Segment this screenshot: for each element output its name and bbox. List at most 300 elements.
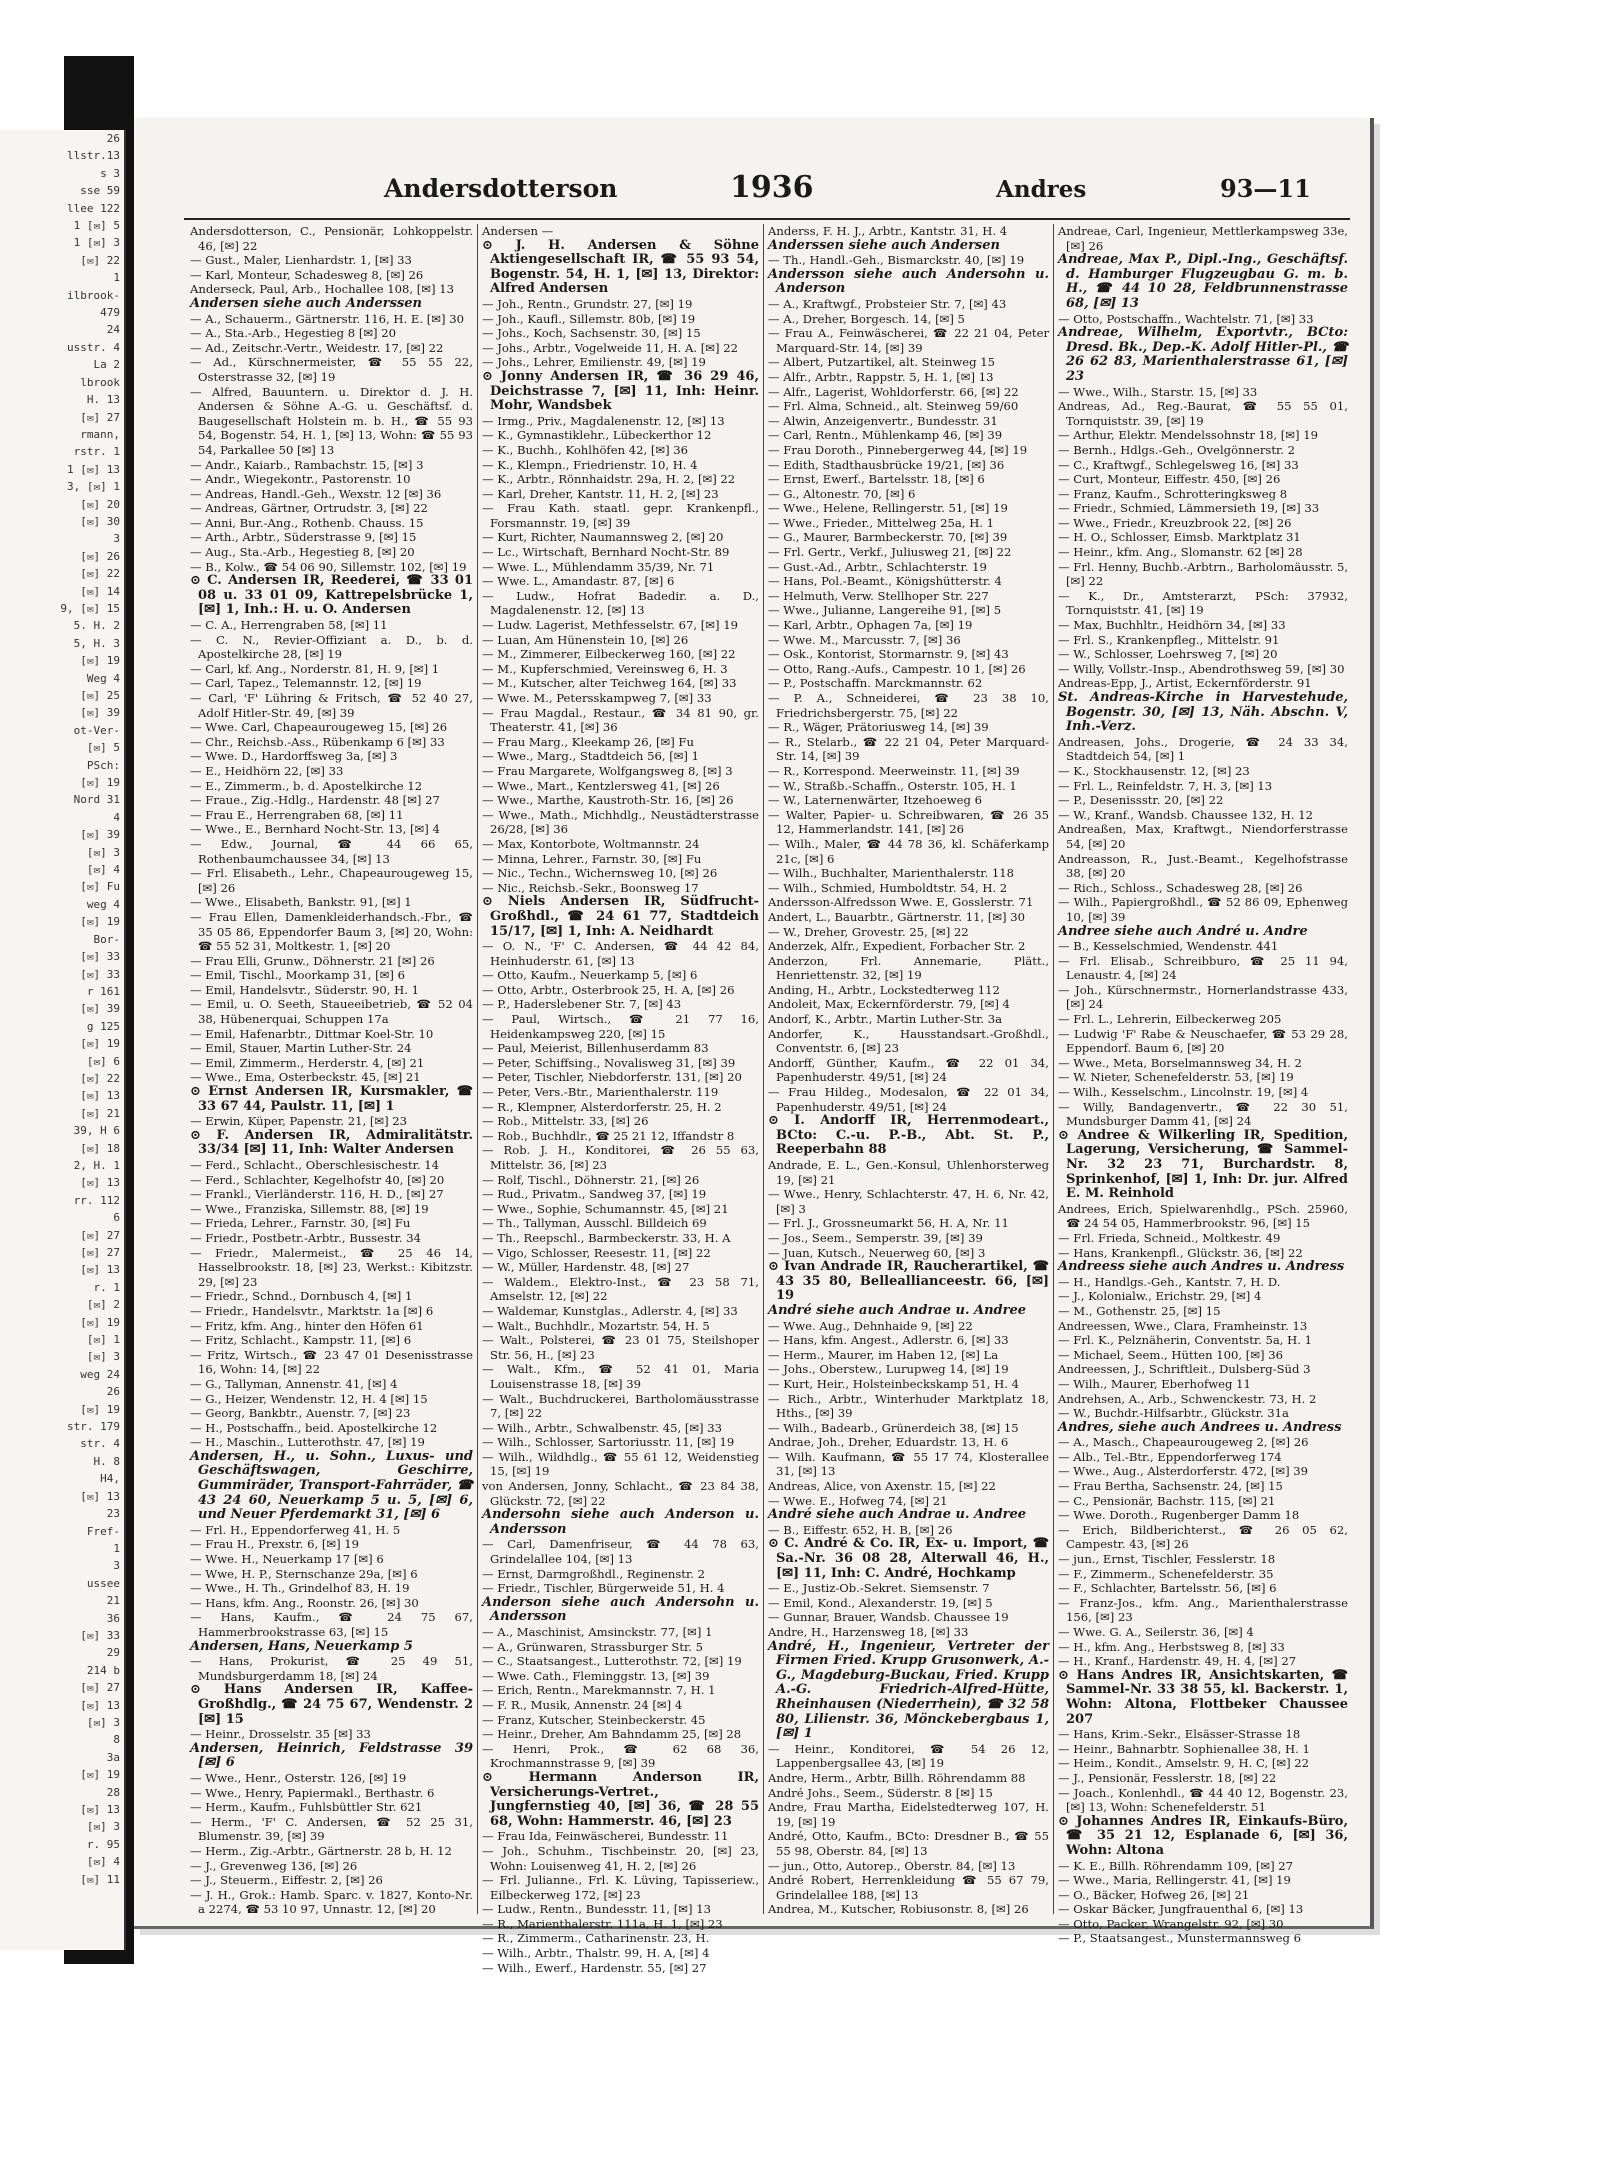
directory-entry: — Emil, Zimmerm., Herderstr. 4, [✉] 21 — [190, 1055, 425, 1070]
previous-page-line: [✉] 27 — [80, 1681, 120, 1695]
directory-entry: — Wwe. H., Neuerkamp 17 [✉] 6 — [190, 1552, 384, 1567]
directory-entry: — Friedr., Malermeist., ☎ 25 46 14, Hasselbrookstr. 18, [✉] 23, Werkst.: Kibitzstr. 29, [✉] 23 — [190, 1245, 473, 1289]
directory-entry: — Irmg., Priv., Magdalenenstr. 12, [✉] 13 — [482, 413, 725, 428]
previous-page-line: 4 — [113, 810, 120, 824]
directory-entry: — Jos., Seem., Semperstr. 39, [✉] 39 — [768, 1230, 983, 1245]
directory-entry: — Wilh., Schlosser, Sartoriusstr. 11, [✉] 19 — [482, 1435, 735, 1450]
previous-page-line: 3, [✉] 1 — [67, 480, 120, 494]
directory-entry: — Wwe. M., Petersskampweg 7, [✉] 33 — [482, 691, 712, 705]
directory-entry: — Rob. J. H., Konditorei, ☎ 26 55 63, Mittelstr. 36, [✉] 23 — [482, 1143, 759, 1172]
directory-entry: — Peter, Schiffsing., Novalisweg 31, [✉] 39 — [482, 1055, 736, 1070]
directory-entry: — Andreas, Gärtner, Ortrudstr. 3, [✉] 22 — [190, 501, 428, 516]
directory-entry: — Frau H., Prexstr. 6, [✉] 19 — [190, 1537, 360, 1552]
directory-entry: Anderzon, Frl. Annemarie, Plätt., Henriettenstr. 32, [✉] 19 — [768, 953, 1049, 983]
directory-entry: — Emil, Tischl., Moorkamp 31, [✉] 6 — [190, 968, 405, 983]
directory-entry: André, H., Ingenieur, Vertreter der Firmen Fried. Krupp Grusonwerk, A.-G., Magdeburg-Buckau, Fried. Krupp A.-G. Friedrich-Alfred-Hütte, Rheinhausen (Niederrhein), ☎ 32 58 80, Lilienstr. 36, Mönckebergbaus 1, [✉] 1 — [768, 1638, 1049, 1742]
directory-entry: Andrae, Joh., Dreher, Eduardstr. 13, H. 6 — [768, 1435, 1009, 1450]
directory-entry: — Otto, Rang.-Aufs., Campestr. 10 1, [✉] 26 — [768, 661, 1026, 676]
directory-entry: — J. H., Grok.: Hamb. Sparc. v. 1827, Konto-Nr. a 2274, ☎ 53 10 97, Unnastr. 12, [✉] 20 — [190, 1887, 473, 1917]
previous-page-line: [✉] 3 — [86, 1820, 120, 1834]
directory-entry: — Wwe., Henr., Osterstr. 126, [✉] 19 — [190, 1770, 407, 1785]
directory-entry: — R., Stelarb., ☎ 22 21 04, Peter Marquard-Str. 14, [✉] 39 — [768, 734, 1049, 764]
directory-entry: — Wwe. D., Hardorffsweg 3a, [✉] 3 — [190, 749, 398, 764]
directory-entry: — Frl. H., Eppendorferweg 41, H. 5 — [190, 1522, 401, 1537]
directory-entry: — Max, Buchhltr., Heidhörn 34, [✉] 33 — [1058, 618, 1286, 633]
directory-entry: — Wwe., Mart., Kentzlersweg 41, [✉] 26 — [482, 778, 720, 793]
directory-entry: ⊙ Ernst Andersen IR, Kursmakler, ☎ 33 67 44, Paulstr. 11, [✉] 1 — [190, 1084, 473, 1114]
directory-entry: ⊙ J. H. Andersen & Söhne Aktiengesellschaft IR, ☎ 55 93 54, Bogenstr. 54, H. 1, [✉] 13, Direktor: Alfred Andersen — [482, 237, 759, 297]
previous-page-line: r. 95 — [86, 1837, 120, 1851]
directory-entry: — Frau Ida, Feinwäscherei, Bundesstr. 11 — [482, 1829, 729, 1844]
directory-entry: — Peter, Vers.-Btr., Marienthalerstr. 119 — [482, 1085, 719, 1100]
previous-page-line: La 2 — [93, 358, 120, 372]
previous-page-line: [✉] 33 — [80, 1628, 120, 1642]
directory-entry: — Kurt, Richter, Naumannsweg 2, [✉] 20 — [482, 530, 724, 545]
directory-entry: — O. N., 'F' C. Andersen, ☎ 44 42 84, Heinhuderstr. 61, [✉] 13 — [482, 939, 759, 968]
previous-page-line: [✉] 6 — [86, 1054, 120, 1068]
previous-page-line: [✉] 27 — [80, 410, 120, 424]
previous-page-line: H. 8 — [93, 1454, 120, 1468]
directory-entry: — Friedr., Handelsvtr., Marktstr. 1a [✉] 6 — [190, 1303, 434, 1318]
directory-entry: Andree siehe auch André u. Andre — [1058, 923, 1308, 939]
previous-page-line: [✉] 33 — [80, 950, 120, 964]
directory-entry: — R., Wäger, Prätoriusweg 14, [✉] 39 — [768, 720, 989, 735]
directory-entry: Andersohn siehe auch Anderson u. Andersson — [482, 1507, 759, 1537]
directory-entry: Andrehsen, A., Arb., Schwenckestr. 73, H. 2 — [1058, 1391, 1317, 1406]
directory-entry: — J., Steuerm., Eiffestr. 2, [✉] 26 — [190, 1873, 383, 1888]
previous-page-line: 5. H. 2 — [73, 619, 120, 633]
directory-entry: — J., Kolonialw., Erichstr. 29, [✉] 4 — [1058, 1289, 1262, 1304]
previous-page-line: [✉] 19 — [80, 1768, 120, 1782]
directory-entry: — Heim., Kondit., Amselstr. 9, H. C, [✉] 22 — [1058, 1756, 1310, 1771]
previous-page-line: r. 1 — [93, 1280, 120, 1294]
directory-entry: — Frau Bertha, Sachsenstr. 24, [✉] 15 — [1058, 1479, 1283, 1494]
directory-entry: — Wwe., Elisabeth, Bankstr. 91, [✉] 1 — [190, 895, 412, 910]
previous-page-line: 1 — [113, 1541, 120, 1555]
directory-entry: — K., Klempn., Friedrienstr. 10, H. 4 — [482, 457, 698, 472]
directory-entry: — P., Desenissstr. 20, [✉] 22 — [1058, 793, 1224, 808]
directory-entry: — Heinr., Dreher, Am Bahndamm 25, [✉] 28 — [482, 1727, 742, 1742]
directory-entry: — Michael, Seem., Hütten 100, [✉] 36 — [1058, 1347, 1283, 1362]
directory-entry: — R., Zimmerm., Catharinenstr. 23, H. — [482, 1931, 710, 1946]
previous-page-line: 3 — [113, 532, 120, 546]
previous-page-line: [✉] 3 — [86, 845, 120, 859]
directory-entry: — Wwe., Sophie, Schumannstr. 45, [✉] 21 — [482, 1201, 729, 1216]
directory-entry: — Wwe. Cath., Fleminggstr. 13, [✉] 39 — [482, 1668, 710, 1683]
directory-entry: — P. A., Schneiderei, ☎ 23 38 10, Friedrichsbergerstr. 75, [✉] 22 — [768, 691, 1049, 720]
directory-entry: — Wilh., Maler, ☎ 44 78 36, kl. Schäferkamp 21c, [✉] 6 — [768, 836, 1049, 866]
previous-page-line: 8 — [113, 1733, 120, 1747]
directory-entry: — Wwe., Wilh., Starstr. 15, [✉] 33 — [1058, 384, 1258, 399]
directory-entry: — Frl. Elisab., Schreibburo, ☎ 25 11 94, Lenaustr. 4, [✉] 24 — [1058, 953, 1348, 983]
directory-entry: Andre, Herm., Arbtr, Billh. Röhrendamm 88 — [768, 1770, 1026, 1785]
previous-page-line: [✉] 22 — [80, 253, 120, 267]
directory-entry: — Emil, Stauer, Martin Luther-Str. 24 — [190, 1041, 412, 1056]
directory-entry: — Georg, Bankbtr., Auenstr. 7, [✉] 23 — [190, 1406, 411, 1421]
directory-entry: — Vigo, Schlosser, Reesestr. 11, [✉] 22 — [482, 1245, 711, 1260]
directory-entry: — Frau Magdal., Restaur., ☎ 34 81 90, gr. Theaterstr. 41, [✉] 36 — [482, 705, 759, 735]
directory-entry: ⊙ Hermann Anderson IR, Versicherungs-Vertret., Jungfernstieg 40, [✉] 36, ☎ 28 55 68, Wohn: Hammerstr. 46, [✉] 23 — [482, 1769, 759, 1829]
previous-page-line: 1 [✉] 5 — [73, 219, 120, 233]
directory-entry: — P., Staatsangest., Munstermannsweg 6 — [1058, 1931, 1302, 1946]
directory-entry: — Heinr., Konditorei, ☎ 54 26 12, Lappenbergsallee 43, [✉] 19 — [768, 1741, 1049, 1771]
directory-entry: — Kurt, Heir., Holsteinbeckskamp 51, H. 4 — [768, 1376, 1019, 1391]
directory-entry: Andre, Frau Martha, Eidelstedterweg 107, H. 19, [✉] 19 — [768, 1800, 1049, 1829]
directory-entry: — Joh., Kürschnermstr., Hornerlandstrasse 433, [✉] 24 — [1058, 982, 1348, 1012]
directory-entry: — Nic., Techn., Wichernsweg 10, [✉] 26 — [482, 866, 718, 881]
previous-page-line: [✉] 1 — [86, 1333, 120, 1347]
directory-entry: Andre, H., Harzensweg 18, [✉] 33 — [768, 1625, 969, 1639]
directory-entry: — Herm., Kaufm., Fuhlsbüttler Str. 621 — [190, 1800, 423, 1815]
directory-entry: Andrea, M., Kutscher, Robiusonstr. 8, [✉] 26 — [768, 1902, 1029, 1917]
column-3 — [764, 224, 1054, 1917]
previous-page-line: [✉] 27 — [80, 1246, 120, 1259]
directory-entry: — Joh., Schuhm., Tischbeinstr. 20, [✉] 23, Wohn: Louisenweg 41, H. 2, [✉] 26 — [482, 1843, 759, 1873]
directory-entry: — Fritz, Schlacht., Kampstr. 11, [✉] 6 — [190, 1333, 412, 1348]
directory-entry: — Edith, Stadthausbrücke 19/21, [✉] 36 — [768, 457, 1005, 472]
directory-entry: Andert, L., Bauarbtr., Gärtnerstr. 11, [✉] 30 — [768, 909, 1026, 924]
directory-entry: — J., Grevenweg 136, [✉] 26 — [190, 1858, 358, 1873]
directory-entry: — Ferd., Schlacht., Oberschlesischestr. 14 — [190, 1158, 440, 1172]
previous-page-line: [✉] 39 — [80, 1002, 120, 1016]
directory-entry: André, Otto, Kaufm., BCto: Dresdner B., ☎ 55 55 98, Oberstr. 84, [✉] 13 — [768, 1829, 1049, 1858]
previous-page-line: [✉] 4 — [86, 1855, 120, 1869]
directory-entry: — Wwe., Math., Michhdlg., Neustädterstrasse 26/28, [✉] 36 — [482, 807, 759, 837]
previous-page-line: 28 — [106, 1785, 120, 1799]
directory-entry: — Wwe. Aug., Dehnhaide 9, [✉] 22 — [768, 1318, 973, 1333]
directory-entry: — Emil, Handelsvtr., Süderstr. 90, H. 1 — [190, 982, 419, 997]
directory-entry: ⊙ Johannes Andres IR, Einkaufs-Büro, ☎ 35 21 12, Esplanade 6, [✉] 36, Wohn: Altona — [1058, 1813, 1348, 1858]
previous-page-line: [✉] 19 — [80, 1402, 120, 1416]
directory-entry: — Frau Kath. staatl. gepr. Krankenpfl., Forsmannstr. 19, [✉] 39 — [482, 501, 759, 530]
directory-entry: — Johs., Lehrer, Emilienstr. 49, [✉] 19 — [482, 355, 706, 370]
directory-entry: — Otto, Kaufm., Neuerkamp 5, [✉] 6 — [482, 968, 698, 983]
directory-entry: — Hans, kfm. Ang., Roonstr. 26, [✉] 30 — [190, 1595, 419, 1610]
previous-page-line: [✉] 13 — [80, 1803, 120, 1816]
directory-entry: — Bernh., Hdlgs.-Geh., Ovelgönnerstr. 2 — [1058, 442, 1296, 457]
directory-entry: — Rich., Schloss., Schadesweg 28, [✉] 26 — [1058, 880, 1303, 895]
previous-page-line: [✉] 13 — [80, 1489, 120, 1503]
directory-entry: — Wilh., Badearb., Grünerdeich 38, [✉] 15 — [768, 1420, 1019, 1435]
directory-entry: von Andersen, Jonny, Schlacht., ☎ 23 84 38, Glückstr. 72, [✉] 22 — [482, 1479, 759, 1508]
previous-page-line: s 3 — [100, 166, 120, 180]
directory-entry: — H. O., Schlosser, Eimsb. Marktplatz 31 — [1058, 530, 1301, 545]
previous-page-line: 26 — [106, 132, 120, 145]
directory-entry: — Herm., Maurer, im Haben 12, [✉] La — [768, 1347, 999, 1362]
directory-entry: Andreessen, J., Schriftleit., Dulsberg-Süd 3 — [1058, 1362, 1311, 1377]
previous-page-line: str. 4 — [80, 1437, 120, 1451]
previous-page-line: 214 b — [86, 1663, 120, 1677]
directory-entry: — R., Marienthalerstr. 111a, H. 1, [✉] 23 — [482, 1916, 723, 1931]
directory-entry: — Ernst, Darmgroßhdl., Reginenstr. 2 — [482, 1566, 705, 1581]
directory-entry: — Wwe., Helene, Rellingerstr. 51, [✉] 19 — [768, 501, 1008, 516]
directory-entry: — Walt., Kfm., ☎ 52 41 01, Maria Louisenstrasse 18, [✉] 39 — [482, 1362, 759, 1391]
previous-page-line: 36 — [106, 1611, 120, 1625]
directory-entry: Andreae, Wilhelm, Exportvtr., BCto: Dresd. Bk., Dep.-K. Adolf Hitler-Pl., ☎ 26 62 83, Marienthalerstrasse 61, [✉] 23 — [1058, 325, 1348, 384]
directory-entry: ⊙ Niels Andersen IR, Südfrucht-Großhdl., ☎ 24 61 77, Stadtdeich 15/17, [✉] 1, Inh: A. Neidhardt — [482, 894, 759, 939]
directory-entry: — H., kfm. Ang., Herbstsweg 8, [✉] 33 — [1058, 1639, 1285, 1654]
previous-page-line: 479 — [100, 306, 120, 320]
previous-page-line: weg 24 — [80, 1367, 120, 1381]
previous-page-line: [✉] 22 — [80, 567, 120, 581]
previous-page-line: 6 — [113, 1211, 120, 1225]
directory-entry: — Friedr., Schmied, Lämmersieth 19, [✉] 33 — [1058, 501, 1320, 516]
directory-entry: — Wilh., Kesselschm., Lincolnstr. 19, [✉] 4 — [1058, 1085, 1309, 1100]
directory-entry: — E., Zimmerm., b. d. Apostelkirche 12 — [190, 778, 423, 793]
directory-entry: — Edw., Journal, ☎ 44 66 65, Rothenbaumchaussee 34, [✉] 13 — [190, 836, 473, 866]
previous-page-line: [✉] 27 — [80, 1228, 120, 1242]
directory-entry: Andorff, Günther, Kaufm., ☎ 22 01 34, Papenhuderstr. 49/51, [✉] 24 — [768, 1055, 1049, 1085]
directory-entry: — Otto, Arbtr., Osterbrook 25, H. A, [✉] 26 — [482, 982, 735, 997]
directory-entry: — K., Stockhausenstr. 12, [✉] 23 — [1058, 763, 1250, 778]
column-1 — [186, 224, 478, 1917]
directory-entry: — R., Klempner, Alsterdorferstr. 25, H. 2 — [482, 1099, 722, 1114]
directory-entry: — Ludwig 'F' Rabe & Neuschaefer, ☎ 53 29 28, Eppendorf. Baum 6, [✉] 20 — [1058, 1026, 1348, 1056]
directory-entry: ⊙ I. Andorff IR, Herrenmodeart., BCto: C.-u. P.-B., Abt. St. P., Reeperbahn 88 — [768, 1113, 1049, 1158]
directory-entry: — Luan, Am Hünenstein 10, [✉] 26 — [482, 632, 689, 647]
directory-entry: — Frl. Elisabeth., Lehr., Chapeaurougeweg 15, [✉] 26 — [190, 866, 473, 895]
directory-entry: — Andr., Wiegekontr., Pastorenstr. 10 — [190, 472, 411, 487]
directory-entry: Anderzek, Alfr., Expedient, Forbacher Str. 2 — [768, 939, 1026, 954]
previous-page-line: rmann, — [80, 427, 120, 441]
directory-entry: — Wilh., Ewerf., Hardenstr. 55, [✉] 27 — [482, 1960, 707, 1975]
directory-entry: — Wwe. E., Hofweg 74, [✉] 21 — [768, 1493, 948, 1508]
directory-entry: — F. R., Musik, Annenstr. 24 [✉] 4 — [482, 1697, 683, 1712]
directory-entry: — Wwe., Julianne, Langereihe 91, [✉] 5 — [768, 603, 1002, 618]
directory-entry: — Wwe., Frieder., Mittelweg 25a, H. 1 — [768, 515, 995, 530]
directory-entry: — Hans, Kaufm., ☎ 24 75 67, Hammerbrookstrasse 63, [✉] 15 — [190, 1610, 473, 1639]
directory-entry: — W. Nieter, Schenefelderstr. 53, [✉] 19 — [1058, 1070, 1294, 1085]
previous-page-line: 39, H 6 — [73, 1124, 120, 1138]
directory-entry: — Johs., Arbtr., Vogelweide 11, H. A. [✉] 22 — [482, 340, 738, 355]
directory-entry: — Walt., Buchhdlr., Mozartstr. 54, H. 5 — [482, 1318, 710, 1333]
directory-entry: Andoleit, Max, Eckernförderstr. 79, [✉] 4 — [768, 997, 1010, 1012]
directory-entry: — R., Korrespond. Meerweinstr. 11, [✉] 39 — [768, 763, 1020, 778]
directory-entry: — Frau E., Herrengraben 68, [✉] 11 — [190, 807, 404, 822]
directory-entry: — Anni, Bur.-Ang., Rothenb. Chauss. 15 — [190, 515, 424, 530]
directory-entry: — Wwe., Friedr., Kreuzbrook 22, [✉] 26 — [1058, 515, 1292, 530]
directory-entry: — Hans, Krim.-Sekr., Elsässer-Strasse 18 — [1058, 1727, 1301, 1742]
directory-entry: — Johs., Oberstew., Lurupweg 14, [✉] 19 — [768, 1362, 1009, 1377]
directory-entry: André Johs., Seem., Süderstr. 8 [✉] 15 — [768, 1785, 993, 1800]
directory-entry: — W., Dreher, Grovestr. 25, [✉] 22 — [768, 924, 969, 939]
directory-entry: — Wwe., E., Bernhard Nocht-Str. 13, [✉] 4 — [190, 822, 440, 837]
directory-entry: — W., Müller, Hardenstr. 48, [✉] 27 — [482, 1260, 690, 1275]
previous-page-line: H. 13 — [86, 393, 120, 407]
directory-entry: — Wwe., Meta, Borselmannsweg 34, H. 2 — [1058, 1055, 1302, 1070]
previous-page-line: weg 4 — [86, 897, 120, 911]
directory-entry: — A., Kraftwgf., Probsteier Str. 7, [✉] 43 — [768, 296, 1007, 311]
directory-entry: ⊙ Ivan Andrade IR, Raucherartikel, ☎ 43 35 80, Belleallianceestr. 66, [✉] 19 — [768, 1259, 1049, 1304]
directory-entry: Andreessen, Wwe., Clara, Framheinstr. 13 — [1058, 1318, 1308, 1333]
previous-page-line: sse 59 — [80, 184, 120, 198]
directory-entry: — K., Dr., Amtsterarzt, PSch: 37932, Tornquiststr. 41, [✉] 19 — [1058, 588, 1348, 618]
directory-entry: ⊙ Andree & Wilkerling IR, Spedition, Lagerung, Versicherung, ☎ Sammel-Nr. 32 23 71, Burchardstr. 8, Sprinkenhof, [✉] 1, Inh: Dr. jur. Alfred E. M. Reinhold — [1058, 1127, 1348, 1202]
directory-entry: — W., Straßb.-Schaffn., Osterstr. 105, H. 1 — [768, 778, 1017, 793]
previous-page-line: 1 [✉] 3 — [73, 236, 120, 250]
directory-entry: — Gust., Maler, Lienhardstr. 1, [✉] 33 — [190, 253, 412, 268]
previous-page-line: 24 — [106, 323, 120, 337]
directory-entry: — Emil, Hafenarbtr., Dittmar Koel-Str. 10 — [190, 1026, 434, 1041]
directory-entry: — Th., Reepschl., Barmbeckerstr. 33, H. A — [482, 1230, 731, 1245]
directory-entry: — Wwe. Doroth., Rugenberger Damm 18 — [1058, 1508, 1300, 1523]
directory-entry: — Herm., 'F' C. Andersen, ☎ 52 25 31, Blumenstr. 39, [✉] 39 — [190, 1814, 473, 1844]
directory-entry: — Frieda, Lehrer., Farnstr. 30, [✉] Fu — [190, 1216, 411, 1231]
directory-entry: Andersen — — [482, 224, 554, 238]
directory-entry: — K., Buchh., Kohlhöfen 42, [✉] 36 — [482, 442, 689, 457]
directory-entry: — Rob., Buchhdlr., ☎ 25 21 12, Iffandstr 8 — [482, 1128, 735, 1143]
previous-page-line: rstr. 1 — [73, 445, 120, 459]
directory-entry: — Peter, Tischler, Niebdorferstr. 131, [✉] 20 — [482, 1070, 742, 1085]
directory-entry: Andrees, Erich, Spielwarenhdlg., PSch. 25960, ☎ 24 54 05, Hammerbrookstr. 96, [✉] 15 — [1058, 1201, 1348, 1231]
directory-entry: — Karl, Arbtr., Ophagen 7a, [✉] 19 — [768, 618, 973, 633]
directory-entry: — Waldemar, Kunstglas., Adlerstr. 4, [✉] 33 — [482, 1303, 738, 1318]
directory-entry: — Emil, u. O. Seeth, Staueeibetrieb, ☎ 52 04 38, Hübenerquai, Schuppen 17a — [190, 997, 473, 1027]
directory-entry: — Wwe. L., Mühlendamm 35/39, Nr. 71 — [482, 559, 715, 574]
directory-entry: — E., Heidhörn 22, [✉] 33 — [190, 763, 344, 778]
directory-entry: — Wwe., Henry, Papiermakl., Berthastr. 6 — [190, 1785, 435, 1800]
directory-entry: ⊙ F. Andersen IR, Admiralitätstr. 33/34 [✉] 11, Inh: Walter Andersen — [190, 1127, 473, 1158]
directory-entry: Andres, siehe auch Andrees u. Andress — [1058, 1419, 1342, 1435]
previous-page-line: H4, — [100, 1472, 120, 1486]
previous-page-line: [✉] 13 — [80, 1698, 120, 1712]
previous-page-line: [✉] 19 — [80, 915, 120, 929]
previous-page-line: usstr. 4 — [67, 340, 120, 354]
directory-entry: St. Andreas-Kirche in Harvestehude, Bogenstr. 30, [✉] 13, Näh. Abschn. V, Inh.-Verz. — [1058, 690, 1348, 735]
previous-page-line: Weg 4 — [86, 671, 120, 685]
directory-entry: — Wwe., H. Th., Grindelhof 83, H. 19 — [190, 1581, 410, 1596]
directory-entry: — Heinr., Bahnarbtr. Sophienallee 38, H. 1 — [1058, 1741, 1310, 1756]
directory-columns — [186, 224, 1352, 1975]
directory-entry: — Fritz, kfm. Ang., hinter den Höfen 61 — [190, 1318, 424, 1333]
directory-entry: ⊙ Jonny Andersen IR, ☎ 36 29 46, Deichstrasse 7, [✉] 11, Inh: Heinr. Mohr, Wandsbek — [482, 368, 759, 414]
directory-entry: André siehe auch Andrae u. Andree — [768, 1507, 1027, 1523]
directory-entry: — Frl. S., Krankenpfleg., Mittelstr. 91 — [1058, 632, 1280, 647]
directory-entry: — Willy, Vollstr.-Insp., Abendrothsweg 59, [✉] 30 — [1058, 661, 1345, 676]
directory-entry: — Walt., Polsterei, ☎ 23 01 75, Steilshoper Str. 56, H., [✉] 23 — [482, 1333, 759, 1362]
directory-entry: — Carl, 'F' Lühring & Fritsch, ☎ 52 40 27, Adolf Hitler-Str. 49, [✉] 39 — [190, 691, 473, 720]
directory-entry: — Th., Tallyman, Ausschl. Billdeich 69 — [482, 1216, 707, 1231]
directory-entry: Andersen, Heinrich, Feldstrasse 39 [✉] 6 — [190, 1740, 473, 1771]
previous-page-line: 23 — [106, 1507, 120, 1521]
directory-entry: — Wwe. L., Amandastr. 87, [✉] 6 — [482, 574, 675, 589]
directory-entry: — Ludw. Lagerist, Methfesselstr. 67, [✉] 19 — [482, 618, 738, 633]
directory-entry: — F., Schlachter, Bartelsstr. 56, [✉] 6 — [1058, 1581, 1277, 1596]
directory-entry: Andersen, H., u. Sohn., Luxus- und Geschäftswagen, Geschirre, Gummiräder, Transport-Fahrräder, ☎ 43 24 60, Neuerkamp 5 u. 5, [✉] 6, und Neuer Pferdemarkt 31, [✉] 6 — [190, 1448, 473, 1523]
previous-page-line: [✉] 19 — [80, 1315, 120, 1329]
directory-entry: Andersen, Hans, Neuerkamp 5 — [190, 1638, 413, 1654]
directory-entry: — M., Zimmerer, Eilbeckerweg 160, [✉] 22 — [482, 647, 736, 662]
previous-page-line: lbrook — [80, 375, 120, 389]
column-4 — [1054, 224, 1352, 1946]
previous-page-line: PSch: — [86, 758, 120, 772]
directory-entry: — Oskar Bäcker, Jungfrauenthal 6, [✉] 13 — [1058, 1902, 1304, 1917]
previous-page-line: [✉] 11 — [80, 1872, 120, 1886]
directory-entry: — Willy, Bandagenvertr., ☎ 22 30 51, Mundsburger Damm 41, [✉] 24 — [1058, 1099, 1348, 1129]
directory-entry: — Andreas, Handl.-Geh., Wexstr. 12 [✉] 36 — [190, 486, 442, 501]
directory-entry: Anderseck, Paul, Arb., Hochallee 108, [✉] 13 — [190, 282, 454, 297]
directory-entry: — M., Kupferschmied, Vereinsweg 6, H. 3 — [482, 661, 728, 676]
directory-entry: — G., Heizer, Wendenstr. 12, H. 4 [✉] 15 — [190, 1391, 428, 1406]
directory-entry: — Wilh., Arbtr., Thalstr. 99, H. A, [✉] 4 — [482, 1946, 710, 1961]
directory-entry: — Albert, Putzartikel, alt. Steinweg 15 — [768, 355, 995, 370]
previous-page-line: [✉] 39 — [80, 828, 120, 842]
directory-entry: — Walter, Papier- u. Schreibwaren, ☎ 26 35 12, Hammerlandstr. 141, [✉] 26 — [768, 807, 1049, 837]
directory-entry: Andersdotterson, C., Pensionär, Lohkoppelstr. 46, [✉] 22 — [190, 224, 473, 253]
directory-entry: — Nic., Reichsb.-Sekr., Boonsweg 17 — [482, 880, 699, 895]
directory-entry: ⊙ C. André & Co. IR, Ex- u. Import, ☎ Sa.-Nr. 36 08 28, Alterwall 46, H., [✉] 11, Inh: C. André, Hochkamp — [768, 1536, 1049, 1581]
directory-entry: — Otto, Postschaffn., Wachtelstr. 71, [✉] 33 — [1058, 311, 1314, 326]
directory-entry: — Wwe., Aug., Alsterdorferstr. 472, [✉] 39 — [1058, 1464, 1309, 1479]
directory-entry: — Karl, Monteur, Schadesweg 8, [✉] 26 — [190, 267, 424, 282]
previous-page-line: [✉] 19 — [80, 1037, 120, 1051]
directory-entry: — Th., Handl.-Geh., Bismarckstr. 40, [✉] 19 — [768, 253, 1025, 268]
directory-entry: Anderss, F. H. J., Arbtr., Kantstr. 31, H. 4 — [768, 224, 1008, 238]
previous-page-line: 29 — [106, 1646, 120, 1660]
directory-entry: — Wwe., Maria, Rellingerstr. 41, [✉] 19 — [1058, 1873, 1291, 1888]
page-header — [134, 170, 1370, 210]
previous-page-line: [✉] 4 — [86, 863, 120, 877]
directory-entry: — B., Eiffestr. 652, H. B, [✉] 26 — [768, 1522, 953, 1537]
previous-page-line: 5, H. 3 — [73, 636, 120, 650]
directory-entry: — Ferd., Schlachter, Kegelhofstr 40, [✉] 20 — [190, 1172, 445, 1187]
directory-entry: Anderssen siehe auch Andersen — [768, 237, 1000, 253]
directory-entry: — M., Kutscher, alter Teichweg 164, [✉] 33 — [482, 676, 737, 691]
previous-page-line: [✉] 13 — [80, 1263, 120, 1277]
directory-entry: — G., Altonestr. 70, [✉] 6 — [768, 486, 916, 501]
previous-page-line: [✉] 39 — [80, 706, 120, 720]
directory-entry: — C., Staatsangest., Lutterothstr. 72, [✉] 19 — [482, 1654, 742, 1669]
directory-entry: — H., Kranf., Hardenstr. 49, H. 4, [✉] 27 — [1058, 1654, 1297, 1669]
directory-entry: — Wilh., Papiergroßhdl., ☎ 52 86 09, Ephenweg 10, [✉] 39 — [1058, 895, 1348, 924]
directory-entry: — Joh., Kaufl., Sillemstr. 80b, [✉] 19 — [482, 311, 696, 326]
directory-entry: — Fraue., Zig.-Hdlg., Hardenstr. 48 [✉] 27 — [190, 793, 440, 808]
directory-entry: — Waldem., Elektro-Inst., ☎ 23 58 71, Amselstr. 12, [✉] 22 — [482, 1274, 759, 1304]
directory-entry: — Ad., Zeitschr.-Vertr., Weidestr. 17, [✉] 22 — [190, 340, 444, 355]
directory-entry: — Wwe. G. A., Seilerstr. 36, [✉] 4 — [1058, 1625, 1254, 1639]
directory-entry: — Johs., Koch, Sachsenstr. 30, [✉] 15 — [482, 326, 701, 341]
directory-entry: ⊙ Hans Andersen IR, Kaffee-Großhdlg., ☎ 24 75 67, Wendenstr. 2 [✉] 15 — [190, 1682, 473, 1727]
directory-entry: — E., Justiz-Ob.-Sekret. Siemsenstr. 7 — [768, 1581, 990, 1596]
directory-entry: Andersen siehe auch Anderssen — [190, 295, 422, 311]
previous-page-line: 9, [✉] 15 — [60, 601, 120, 615]
directory-entry: — A., Grünwaren, Strassburger Str. 5 — [482, 1639, 704, 1654]
header-last-entry: Andres — [996, 176, 1087, 203]
previous-page-line: rr. 112 — [73, 1193, 120, 1207]
directory-entry: — Ludw., Rentn., Bundesstr. 11, [✉] 13 — [482, 1902, 711, 1917]
previous-page-line: [✉] 33 — [80, 967, 120, 981]
directory-entry: — Minna, Lehrer., Farnstr. 30, [✉] Fu — [482, 851, 702, 866]
directory-entry: — Alwin, Anzeigenvertr., Bundesstr. 31 — [768, 413, 998, 428]
directory-entry: Andreas, Ad., Reg.-Baurat, ☎ 55 55 01, Tornquiststr. 39, [✉] 19 — [1058, 399, 1348, 428]
directory-entry: — Osk., Kontorist, Stormarnstr. 9, [✉] 43 — [768, 647, 1009, 662]
directory-entry: — Fritz, Wirtsch., ☎ 23 47 01 Desenisstrasse 16, Wohn: 14, [✉] 22 — [190, 1347, 473, 1377]
directory-entry: — Gunnar, Brauer, Wandsb. Chaussee 19 — [768, 1610, 1009, 1625]
directory-entry: — Wwe., Henry, Schlachterstr. 47, H. 6, Nr. 42, [✉] 3 — [768, 1187, 1049, 1216]
directory-entry: — H., Postschaffn., beid. Apostelkirche 12 — [190, 1420, 438, 1435]
directory-entry: — Carl, Damenfriseur, ☎ 44 78 63, Grindelallee 104, [✉] 13 — [482, 1537, 759, 1567]
directory-entry: — Aug., Sta.-Arb., Hegestieg 8, [✉] 20 — [190, 545, 415, 560]
directory-entry: — Frl. Henny, Buchb.-Arbtrn., Barholomäusstr. 5, [✉] 22 — [1058, 559, 1349, 589]
previous-page-line: [✉] 21 — [80, 1106, 120, 1120]
directory-entry: — Hans, Prokurist, ☎ 25 49 51, Mundsburgerdamm 18, [✉] 24 — [190, 1654, 473, 1683]
directory-entry: Anderson siehe auch Andersohn u. Andersson — [482, 1594, 759, 1625]
directory-entry: — Wilh., Buchhalter, Marienthalerstr. 118 — [768, 866, 1015, 881]
directory-entry: — Frau Marg., Kleekamp 26, [✉] Fu — [482, 734, 694, 749]
directory-entry: — Paul, Wirtsch., ☎ 21 77 16, Heidenkampsweg 220, [✉] 15 — [482, 1012, 759, 1041]
directory-entry: — Friedr., Postbetr.-Arbtr., Bussestr. 34 — [190, 1230, 421, 1245]
previous-page-line: 26 — [106, 1385, 120, 1399]
